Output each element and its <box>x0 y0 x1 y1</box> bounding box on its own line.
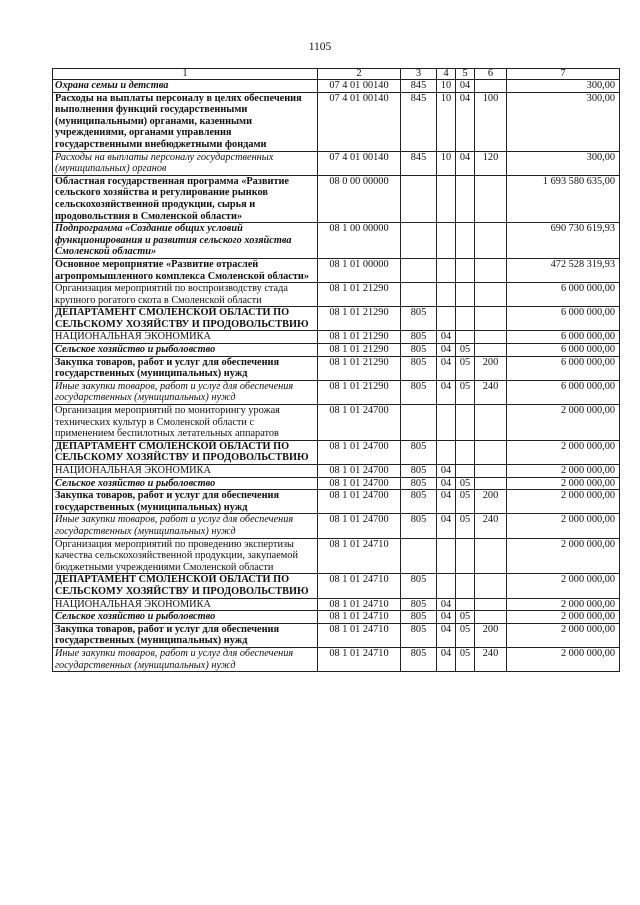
subsection-code <box>456 307 475 331</box>
ministry-code <box>401 223 437 259</box>
target-article-code: 08 1 01 24700 <box>318 490 401 514</box>
section-code: 04 <box>437 380 456 404</box>
target-article-code: 08 1 01 24700 <box>318 514 401 538</box>
expense-type-code <box>475 611 507 624</box>
row-name: Основное мероприятие «Развитие отраслей агропромышленного комплекса Смоленской области» <box>53 258 318 282</box>
section-code: 10 <box>437 80 456 93</box>
row-name: Закупка товаров, работ и услуг для обеспечения государственных (муниципальных) нужд <box>53 356 318 380</box>
table-row <box>53 258 620 282</box>
amount: 300,00 <box>507 92 620 151</box>
section-code: 04 <box>437 465 456 478</box>
amount: 300,00 <box>507 80 620 93</box>
expense-type-code <box>475 175 507 222</box>
ministry-code: 805 <box>401 490 437 514</box>
expense-type-code <box>475 331 507 344</box>
subsection-code: 05 <box>456 380 475 404</box>
subsection-code: 05 <box>456 611 475 624</box>
target-article-code: 08 1 01 24710 <box>318 611 401 624</box>
amount: 2 000 000,00 <box>507 574 620 598</box>
ministry-code <box>401 283 437 307</box>
amount: 2 000 000,00 <box>507 465 620 478</box>
amount: 6 000 000,00 <box>507 331 620 344</box>
subsection-code <box>456 598 475 611</box>
target-article-code: 08 1 01 00000 <box>318 258 401 282</box>
amount: 6 000 000,00 <box>507 380 620 404</box>
section-code <box>437 538 456 574</box>
target-article-code: 08 1 01 24700 <box>318 477 401 490</box>
table-row <box>53 405 620 441</box>
amount: 2 000 000,00 <box>507 477 620 490</box>
section-code <box>437 175 456 222</box>
header-cell: 7 <box>507 69 620 80</box>
subsection-code: 05 <box>456 490 475 514</box>
row-name: Областная государственная программа «Развитие сельского хозяйства и регулирование рынков сельскохозяйственной продукции, сырья и продовольствия в Смоленской области» <box>53 175 318 222</box>
target-article-code: 08 1 01 24700 <box>318 440 401 464</box>
row-name: ДЕПАРТАМЕНТ СМОЛЕНСКОЙ ОБЛАСТИ ПО СЕЛЬСКОМУ ХОЗЯЙСТВУ И ПРОДОВОЛЬСТВИЮ <box>53 307 318 331</box>
header-cell: 2 <box>318 69 401 80</box>
header-cell: 3 <box>401 69 437 80</box>
target-article-code: 08 1 01 24710 <box>318 623 401 647</box>
amount: 2 000 000,00 <box>507 514 620 538</box>
header-cell: 1 <box>53 69 318 80</box>
expense-type-code <box>475 574 507 598</box>
subsection-code <box>456 223 475 259</box>
target-article-code: 07 4 01 00140 <box>318 92 401 151</box>
subsection-code <box>456 283 475 307</box>
amount: 1 693 580 635,00 <box>507 175 620 222</box>
target-article-code: 08 1 01 21290 <box>318 356 401 380</box>
section-code <box>437 258 456 282</box>
table-row <box>53 307 620 331</box>
section-code <box>437 405 456 441</box>
amount: 2 000 000,00 <box>507 538 620 574</box>
amount: 472 528 319,93 <box>507 258 620 282</box>
table-row <box>53 80 620 93</box>
target-article-code: 08 1 01 24710 <box>318 647 401 671</box>
ministry-code <box>401 258 437 282</box>
row-name: Охрана семьи и детства <box>53 80 318 93</box>
target-article-code: 07 4 01 00140 <box>318 151 401 175</box>
section-code <box>437 307 456 331</box>
subsection-code: 05 <box>456 647 475 671</box>
row-name: Иные закупки товаров, работ и услуг для обеспечения государственных (муниципальных) нужд <box>53 514 318 538</box>
subsection-code <box>456 331 475 344</box>
row-name: Иные закупки товаров, работ и услуг для обеспечения государственных (муниципальных) нужд <box>53 380 318 404</box>
target-article-code: 08 1 00 00000 <box>318 223 401 259</box>
row-name: Закупка товаров, работ и услуг для обеспечения государственных (муниципальных) нужд <box>53 490 318 514</box>
expense-type-code <box>475 80 507 93</box>
expense-type-code <box>475 307 507 331</box>
expense-type-code: 200 <box>475 356 507 380</box>
section-code: 10 <box>437 92 456 151</box>
row-name: Подпрограмма «Создание общих условий функционирования и развития сельского хозяйства Смоленской области» <box>53 223 318 259</box>
row-name: Сельское хозяйство и рыболовство <box>53 344 318 357</box>
expense-type-code: 100 <box>475 92 507 151</box>
table-row <box>53 514 620 538</box>
header-row <box>53 69 620 80</box>
table-row <box>53 380 620 404</box>
expense-type-code: 240 <box>475 647 507 671</box>
amount: 6 000 000,00 <box>507 344 620 357</box>
row-name: НАЦИОНАЛЬНАЯ ЭКОНОМИКА <box>53 465 318 478</box>
ministry-code: 805 <box>401 514 437 538</box>
section-code: 04 <box>437 477 456 490</box>
row-name: Организация мероприятий по мониторингу урожая технических культур в Смоленской области с применением беспилотных летательных аппаратов <box>53 405 318 441</box>
amount: 6 000 000,00 <box>507 356 620 380</box>
expense-type-code <box>475 405 507 441</box>
expense-type-code <box>475 465 507 478</box>
expense-type-code <box>475 258 507 282</box>
table-row <box>53 574 620 598</box>
subsection-code <box>456 405 475 441</box>
ministry-code: 845 <box>401 92 437 151</box>
amount: 2 000 000,00 <box>507 405 620 441</box>
ministry-code: 805 <box>401 598 437 611</box>
target-article-code: 08 1 01 24700 <box>318 405 401 441</box>
ministry-code: 805 <box>401 356 437 380</box>
amount: 6 000 000,00 <box>507 307 620 331</box>
header-cell: 5 <box>456 69 475 80</box>
target-article-code: 08 1 01 21290 <box>318 380 401 404</box>
row-name: ДЕПАРТАМЕНТ СМОЛЕНСКОЙ ОБЛАСТИ ПО СЕЛЬСКОМУ ХОЗЯЙСТВУ И ПРОДОВОЛЬСТВИЮ <box>53 574 318 598</box>
ministry-code: 805 <box>401 465 437 478</box>
table-row <box>53 538 620 574</box>
section-code: 10 <box>437 151 456 175</box>
ministry-code: 805 <box>401 574 437 598</box>
expense-type-code <box>475 283 507 307</box>
table-row <box>53 283 620 307</box>
header-cell: 4 <box>437 69 456 80</box>
expense-type-code: 200 <box>475 623 507 647</box>
amount: 2 000 000,00 <box>507 611 620 624</box>
table-row <box>53 92 620 151</box>
target-article-code: 08 1 01 21290 <box>318 344 401 357</box>
table-row <box>53 477 620 490</box>
header-cell: 6 <box>475 69 507 80</box>
ministry-code <box>401 538 437 574</box>
row-name: НАЦИОНАЛЬНАЯ ЭКОНОМИКА <box>53 331 318 344</box>
row-name: Сельское хозяйство и рыболовство <box>53 477 318 490</box>
ministry-code: 805 <box>401 331 437 344</box>
ministry-code: 805 <box>401 440 437 464</box>
budget-table <box>52 68 620 672</box>
ministry-code: 805 <box>401 344 437 357</box>
table-row <box>53 331 620 344</box>
ministry-code: 805 <box>401 307 437 331</box>
ministry-code: 805 <box>401 477 437 490</box>
subsection-code: 05 <box>456 477 475 490</box>
section-code <box>437 440 456 464</box>
section-code: 04 <box>437 490 456 514</box>
section-code: 04 <box>437 598 456 611</box>
subsection-code <box>456 258 475 282</box>
row-name: Расходы на выплаты персоналу в целях обеспечения выполнения функций государственными (муниципальными) органами, казенными учреждениями, органами управления государственными внебюджетными фондами <box>53 92 318 151</box>
row-name: Организация мероприятий по воспроизводству стада крупного рогатого скота в Смоленской области <box>53 283 318 307</box>
subsection-code: 05 <box>456 514 475 538</box>
expense-type-code: 120 <box>475 151 507 175</box>
expense-type-code: 200 <box>475 490 507 514</box>
ministry-code: 805 <box>401 647 437 671</box>
table-row <box>53 623 620 647</box>
section-code: 04 <box>437 514 456 538</box>
target-article-code: 08 0 00 00000 <box>318 175 401 222</box>
row-name: Закупка товаров, работ и услуг для обеспечения государственных (муниципальных) нужд <box>53 623 318 647</box>
table-row <box>53 465 620 478</box>
table-row <box>53 344 620 357</box>
amount: 2 000 000,00 <box>507 440 620 464</box>
table-row <box>53 440 620 464</box>
amount: 2 000 000,00 <box>507 647 620 671</box>
amount: 300,00 <box>507 151 620 175</box>
ministry-code <box>401 175 437 222</box>
expense-type-code <box>475 344 507 357</box>
row-name: НАЦИОНАЛЬНАЯ ЭКОНОМИКА <box>53 598 318 611</box>
amount: 2 000 000,00 <box>507 623 620 647</box>
table-row <box>53 356 620 380</box>
amount: 6 000 000,00 <box>507 283 620 307</box>
ministry-code <box>401 405 437 441</box>
table-row <box>53 611 620 624</box>
subsection-code: 04 <box>456 80 475 93</box>
section-code <box>437 574 456 598</box>
table-row <box>53 598 620 611</box>
ministry-code: 845 <box>401 151 437 175</box>
row-name: ДЕПАРТАМЕНТ СМОЛЕНСКОЙ ОБЛАСТИ ПО СЕЛЬСКОМУ ХОЗЯЙСТВУ И ПРОДОВОЛЬСТВИЮ <box>53 440 318 464</box>
section-code: 04 <box>437 331 456 344</box>
subsection-code <box>456 538 475 574</box>
subsection-code <box>456 440 475 464</box>
expense-type-code <box>475 538 507 574</box>
expense-type-code: 240 <box>475 380 507 404</box>
expense-type-code: 240 <box>475 514 507 538</box>
target-article-code: 08 1 01 21290 <box>318 307 401 331</box>
section-code <box>437 223 456 259</box>
ministry-code: 805 <box>401 380 437 404</box>
table-row <box>53 175 620 222</box>
table-row <box>53 151 620 175</box>
expense-type-code <box>475 440 507 464</box>
subsection-code: 05 <box>456 356 475 380</box>
ministry-code: 845 <box>401 80 437 93</box>
row-name: Расходы на выплаты персоналу государственных (муниципальных) органов <box>53 151 318 175</box>
subsection-code: 04 <box>456 92 475 151</box>
amount: 690 730 619,93 <box>507 223 620 259</box>
target-article-code: 08 1 01 24710 <box>318 538 401 574</box>
target-article-code: 08 1 01 24710 <box>318 598 401 611</box>
expense-type-code <box>475 477 507 490</box>
expense-type-code <box>475 223 507 259</box>
section-code: 04 <box>437 647 456 671</box>
amount: 2 000 000,00 <box>507 598 620 611</box>
row-name: Организация мероприятий по проведению экспертизы качества сельскохозяйственной продукции, закупаемой бюджетными учреждениями Смоленской области <box>53 538 318 574</box>
subsection-code <box>456 574 475 598</box>
ministry-code: 805 <box>401 611 437 624</box>
row-name: Сельское хозяйство и рыболовство <box>53 611 318 624</box>
section-code: 04 <box>437 623 456 647</box>
row-name: Иные закупки товаров, работ и услуг для обеспечения государственных (муниципальных) нужд <box>53 647 318 671</box>
target-article-code: 07 4 01 00140 <box>318 80 401 93</box>
target-article-code: 08 1 01 21290 <box>318 331 401 344</box>
subsection-code: 05 <box>456 344 475 357</box>
subsection-code <box>456 175 475 222</box>
table-row <box>53 223 620 259</box>
page-number: 1105 <box>308 41 332 53</box>
amount: 2 000 000,00 <box>507 490 620 514</box>
expense-type-code <box>475 598 507 611</box>
section-code: 04 <box>437 611 456 624</box>
subsection-code <box>456 465 475 478</box>
section-code: 04 <box>437 356 456 380</box>
subsection-code: 05 <box>456 623 475 647</box>
ministry-code: 805 <box>401 623 437 647</box>
subsection-code: 04 <box>456 151 475 175</box>
target-article-code: 08 1 01 24710 <box>318 574 401 598</box>
target-article-code: 08 1 01 24700 <box>318 465 401 478</box>
section-code <box>437 283 456 307</box>
table-row <box>53 490 620 514</box>
target-article-code: 08 1 01 21290 <box>318 283 401 307</box>
table-row <box>53 647 620 671</box>
section-code: 04 <box>437 344 456 357</box>
